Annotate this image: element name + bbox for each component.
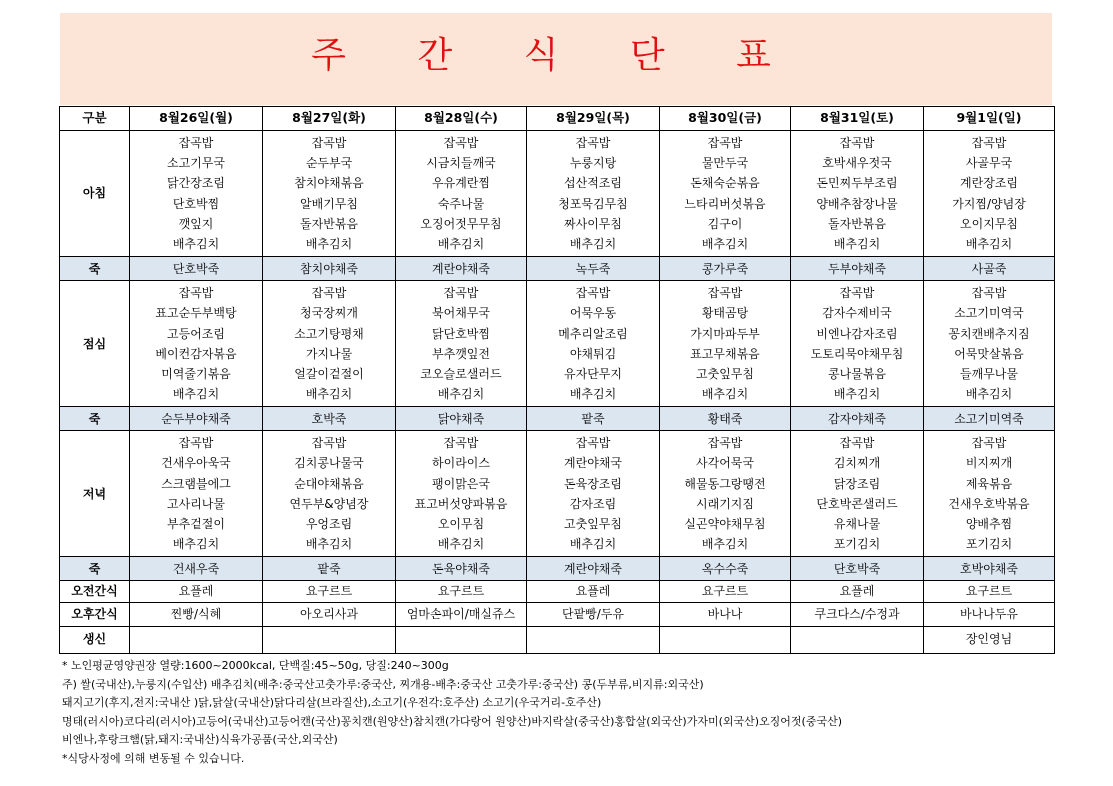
menu-item: 고등어조림: [167, 326, 225, 341]
menu-item: 청포묵김무침: [558, 196, 628, 211]
menu-item: 감자수제비국: [822, 306, 892, 321]
breakfast-day-cell: [263, 131, 396, 257]
menu-item: 오이지무침: [960, 216, 1018, 231]
birthday-label: 생신: [60, 626, 130, 653]
lunch-day-cell: [660, 281, 791, 407]
pm-snack-row: [60, 602, 1055, 626]
am-snack-row: [60, 581, 1055, 602]
menu-item: 잡곡밥: [575, 136, 611, 150]
menu-item: 표고무채볶음: [690, 346, 760, 361]
header-category: 구분: [60, 107, 130, 131]
menu-item: 알배기무침: [300, 196, 358, 211]
menu-item: 소고기무국: [167, 156, 225, 171]
porridge-cell: 순두부야채죽: [130, 407, 263, 431]
porridge-cell: 호박죽: [263, 407, 396, 431]
lunch-day-cell: [791, 281, 924, 407]
breakfast-day-cell: [660, 131, 791, 257]
header-day: 8월30일(금): [660, 107, 791, 131]
menu-item: 배추김치: [305, 236, 353, 251]
snack-cell: 바나나: [660, 602, 791, 626]
porridge-cell: 사골죽: [924, 257, 1055, 281]
menu-item: 김치콩나물국: [294, 456, 364, 471]
lunch-day-cell: [924, 281, 1055, 407]
menu-item: 잡곡밥: [971, 136, 1007, 150]
menu-item: 잡곡밥: [443, 286, 479, 301]
menu-item: 잡곡밥: [839, 286, 875, 301]
menu-item: 유채나물: [833, 517, 881, 531]
menu-item: 우엉조림: [305, 517, 353, 531]
menu-item: 포기김치: [965, 537, 1013, 552]
menu-item: 잡곡밥: [575, 436, 611, 451]
menu-item: 소고기미역국: [954, 306, 1024, 321]
menu-item: 청국장찌개: [300, 306, 358, 321]
weekly-menu-table: [59, 106, 1055, 654]
snack-cell: 찐빵/식혜: [130, 602, 263, 626]
header-day: 8월29일(목): [527, 107, 660, 131]
menu-item: 잡곡밥: [311, 436, 347, 451]
menu-item: 배추김치: [965, 236, 1013, 251]
menu-item: 시금치들깨국: [426, 156, 496, 171]
menu-item: 코오슬로샐러드: [420, 366, 502, 381]
menu-item: 해물동그랑땡전: [684, 476, 766, 491]
menu-item: 실곤약야채무침: [684, 517, 766, 531]
menu-item: 베이컨감자볶음: [155, 346, 237, 361]
snack-cell: 요플레: [130, 581, 263, 602]
menu-item: 배추김치: [701, 537, 749, 552]
snack-cell: 요구르트: [396, 581, 527, 602]
menu-item: 잡곡밥: [707, 436, 743, 451]
menu-item: 메추리알조림: [558, 326, 628, 341]
menu-item: 가지찜/양념장: [952, 196, 1026, 211]
porridge-cell: 감자야채죽: [791, 407, 924, 431]
pm-snack-label: 오후간식: [60, 602, 130, 626]
dinner-day-cell: [527, 431, 660, 557]
menu-item: 고춧잎무침: [564, 517, 622, 531]
lunch-row: [60, 281, 1055, 407]
header-row: [60, 107, 1055, 131]
menu-item: 배추김치: [172, 236, 220, 251]
porridge-cell: 두부야채죽: [791, 257, 924, 281]
dinner-row: [60, 431, 1055, 557]
menu-item: 잡곡밥: [707, 286, 743, 301]
page-title: 주 간 식 단 표: [311, 35, 801, 76]
dinner-day-cell: [924, 431, 1055, 557]
header-day: 8월28일(수): [396, 107, 527, 131]
porridge-cell: 소고기미역죽: [924, 407, 1055, 431]
menu-item: 어묵우동: [569, 306, 617, 321]
menu-item: 참치야채볶음: [294, 176, 364, 191]
lunch-day-cell: [130, 281, 263, 407]
birthday-cell: [396, 626, 527, 653]
dinner-day-cell: [130, 431, 263, 557]
menu-item: 배추김치: [437, 537, 485, 552]
menu-item: 감자조림: [569, 496, 617, 511]
menu-item: 배추김치: [965, 387, 1013, 402]
menu-item: 콩나물볶음: [828, 366, 886, 381]
origin-note: 명태(러시아)코다리(러시아)고등어(국내산)고등어캔(국산)꽁치캔(원양산)참치캔(가다랑어 원양산)바지락살(중국산)홍합살(외국산)가자미(외국산)오징어젓(중국산): [62, 714, 843, 728]
porridge-cell: 건새우죽: [130, 557, 263, 581]
breakfast-day-cell: [396, 131, 527, 257]
change-notice: *식당사정에 의해 변동될 수 있습니다.: [62, 751, 245, 765]
snack-cell: 쿠크다스/수정과: [791, 602, 924, 626]
menu-item: 우유계란찜: [432, 176, 490, 191]
menu-item: 표고순두부백탕: [155, 306, 237, 321]
menu-item: 순두부국: [305, 156, 353, 171]
menu-item: 표고버섯양파볶음: [414, 496, 508, 511]
menu-item: 잡곡밥: [839, 136, 875, 150]
menu-item: 잡곡밥: [443, 136, 479, 150]
breakfast-day-cell: [527, 131, 660, 257]
menu-item: 잡곡밥: [311, 136, 347, 150]
menu-item: 섭산적조림: [564, 176, 622, 191]
menu-item: 단호박콘샐러드: [816, 496, 898, 511]
menu-item: 고춧잎무침: [696, 366, 754, 381]
menu-item: 야채튀김: [569, 346, 617, 361]
menu-item: 오징어젓무무침: [420, 216, 502, 231]
menu-item: 황태곰탕: [701, 306, 749, 321]
breakfast-day-cell: [924, 131, 1055, 257]
porridge-cell: 옥수수죽: [660, 557, 791, 581]
menu-item: 포기김치: [833, 537, 881, 552]
porridge-cell: 닭야채죽: [396, 407, 527, 431]
porridge-cell: 단호박죽: [791, 557, 924, 581]
lunch-day-cell: [263, 281, 396, 407]
porridge-cell: 콩가루죽: [660, 257, 791, 281]
menu-item: 잡곡밥: [971, 436, 1007, 451]
origin-note: 돼지고기(후지,전지:국내산 )닭,닭살(국내산)닭다리살(브라질산),소고기(우전각:호주산) 소고기(우국거리-호주산): [62, 696, 602, 710]
menu-item: 배추김치: [569, 387, 617, 402]
menu-item: 잡곡밥: [839, 436, 875, 451]
birthday-cell: 장인영님: [924, 626, 1055, 653]
menu-item: 배추김치: [569, 537, 617, 552]
porridge-row: [60, 557, 1055, 581]
menu-item: 물만두국: [701, 156, 749, 171]
header-day: 8월27일(화): [263, 107, 396, 131]
menu-item: 가지마파두부: [690, 326, 760, 341]
birthday-row: [60, 626, 1055, 653]
lunch-day-cell: [396, 281, 527, 407]
menu-item: 김구이: [707, 216, 743, 231]
breakfast-day-cell: [791, 131, 924, 257]
menu-item: 깻잎지: [178, 216, 214, 231]
menu-item: 배추김치: [833, 387, 881, 402]
menu-item: 제육볶음: [965, 476, 1013, 491]
menu-item: 잡곡밥: [178, 436, 214, 451]
title-banner: [60, 13, 1052, 105]
menu-item: 시래기지짐: [696, 496, 754, 511]
lunch-label: 점심: [60, 281, 130, 407]
menu-item: 계란장조림: [960, 176, 1018, 191]
menu-item: 건새우아욱국: [161, 456, 231, 471]
porridge-cell: 계란야채죽: [527, 557, 660, 581]
porridge-cell: 팥죽: [263, 557, 396, 581]
menu-item: 배추김치: [305, 387, 353, 402]
breakfast-row: [60, 131, 1055, 257]
menu-item: 돌자반볶음: [300, 216, 358, 231]
menu-item: 오이무침: [437, 517, 485, 531]
menu-item: 유자단무지: [564, 366, 622, 381]
menu-item: 잡곡밥: [707, 136, 743, 150]
menu-item: 꽁치캔배추지짐: [948, 326, 1030, 341]
snack-cell: 요플레: [791, 581, 924, 602]
menu-item: 배추김치: [437, 236, 485, 251]
breakfast-label: 아침: [60, 131, 130, 257]
menu-item: 느타리버섯볶음: [684, 196, 766, 211]
porridge-cell: 녹두죽: [527, 257, 660, 281]
menu-item: 사각어묵국: [696, 456, 754, 471]
lunch-day-cell: [527, 281, 660, 407]
porridge-cell: 참치야채죽: [263, 257, 396, 281]
menu-item: 비엔나감자조림: [816, 326, 898, 341]
menu-item: 배추김치: [172, 387, 220, 402]
nutrition-note: * 노인평균영양권장 열량:1600~2000kcal, 단백질:45~50g, 당질:240~300g: [62, 659, 449, 672]
menu-item: 하이라이스: [432, 456, 490, 471]
dinner-day-cell: [660, 431, 791, 557]
menu-item: 잡곡밥: [575, 286, 611, 301]
birthday-cell: [527, 626, 660, 653]
menu-item: 누룽지탕: [569, 156, 617, 171]
origin-note: 비엔나,후랑크햄(닭,돼지:국내산)식육가공품(국산,외국산): [62, 733, 338, 747]
menu-item: 비지찌개: [965, 456, 1013, 471]
menu-item: 잡곡밥: [971, 286, 1007, 301]
menu-item: 소고기탕평채: [294, 326, 364, 341]
header-day: 9월1일(일): [924, 107, 1055, 131]
menu-item: 잡곡밥: [178, 136, 214, 150]
menu-item: 순대야채볶음: [294, 476, 364, 491]
porridge-cell: 황태죽: [660, 407, 791, 431]
porridge-row: [60, 407, 1055, 431]
menu-item: 배추김치: [305, 537, 353, 552]
menu-item: 북어채무국: [432, 306, 490, 321]
menu-item: 닭간장조림: [167, 176, 225, 191]
menu-item: 숙주나물: [437, 196, 485, 211]
menu-item: 잡곡밥: [443, 436, 479, 451]
porridge-cell: 돈육야채죽: [396, 557, 527, 581]
dinner-day-cell: [396, 431, 527, 557]
menu-item: 배추김치: [569, 236, 617, 251]
porridge-cell: 팥죽: [527, 407, 660, 431]
porridge-label: 죽: [60, 407, 130, 431]
menu-item: 미역줄기볶음: [161, 366, 231, 381]
menu-item: 고사리나물: [167, 496, 225, 511]
menu-item: 연두부&양념장: [289, 496, 369, 511]
porridge-cell: 계란야채죽: [396, 257, 527, 281]
dinner-day-cell: [263, 431, 396, 557]
menu-item: 어묵맛살볶음: [954, 346, 1024, 361]
menu-item: 팽이맑은국: [432, 476, 490, 491]
porridge-row: [60, 257, 1055, 281]
menu-item: 배추김치: [172, 537, 220, 552]
menu-item: 김치찌개: [833, 456, 881, 471]
menu-item: 배추김치: [701, 236, 749, 251]
porridge-label: 죽: [60, 257, 130, 281]
header-day: 8월31일(토): [791, 107, 924, 131]
breakfast-day-cell: [130, 131, 263, 257]
footnotes: [62, 657, 842, 769]
porridge-label: 죽: [60, 557, 130, 581]
menu-item: 계란야채국: [564, 456, 622, 471]
menu-item: 건새우호박볶음: [948, 496, 1030, 511]
menu-item: 돌자반볶음: [828, 216, 886, 231]
menu-item: 잡곡밥: [311, 286, 347, 301]
menu-item: 부추겉절이: [167, 517, 225, 531]
snack-cell: 요구르트: [924, 581, 1055, 602]
menu-item: 배추김치: [437, 387, 485, 402]
porridge-cell: 호박야채죽: [924, 557, 1055, 581]
birthday-cell: [263, 626, 396, 653]
menu-item: 배추김치: [701, 387, 749, 402]
menu-item: 들깨무나물: [960, 366, 1018, 381]
snack-cell: 바나나두유: [924, 602, 1055, 626]
menu-item: 돈채숙순볶음: [690, 176, 760, 191]
dinner-day-cell: [791, 431, 924, 557]
menu-item: 양배추찜: [965, 517, 1013, 531]
snack-cell: 요플레: [527, 581, 660, 602]
header-day: 8월26일(월): [130, 107, 263, 131]
dinner-label: 저녁: [60, 431, 130, 557]
snack-cell: 요구르트: [263, 581, 396, 602]
menu-item: 돈민찌두부조림: [816, 176, 898, 191]
menu-item: 배추김치: [833, 236, 881, 251]
menu-item: 가지나물: [305, 346, 353, 361]
menu-item: 잡곡밥: [178, 286, 214, 301]
snack-cell: 단팥빵/두유: [527, 602, 660, 626]
am-snack-label: 오전간식: [60, 581, 130, 602]
snack-cell: 엄마손파이/매실쥬스: [396, 602, 527, 626]
snack-cell: 요구르트: [660, 581, 791, 602]
origin-note: 주) 쌀(국내산),누룽지(수입산) 배추김치(배추:중국산고춧가루:중국산, 찌개용-배추:중국산 고춧가루:중국산) 콩(두부류,비지류:외국산): [62, 677, 704, 691]
menu-item: 얼갈이겉절이: [294, 366, 364, 381]
menu-item: 사골무국: [965, 156, 1013, 171]
menu-item: 짜사이무침: [564, 216, 622, 231]
menu-item: 부추깻잎전: [432, 346, 490, 361]
menu-item: 스크램블에그: [161, 476, 231, 491]
birthday-cell: [130, 626, 263, 653]
menu-item: 단호박찜: [172, 196, 220, 211]
menu-item: 호박새우젓국: [822, 156, 892, 171]
birthday-cell: [791, 626, 924, 653]
menu-item: 양배추참장나물: [816, 196, 898, 211]
menu-item: 닭장조림: [833, 476, 881, 491]
porridge-cell: 단호박죽: [130, 257, 263, 281]
menu-item: 돈육장조림: [564, 476, 622, 491]
snack-cell: 아오리사과: [263, 602, 396, 626]
menu-item: 도토리묵야채무침: [810, 346, 904, 361]
birthday-cell: [660, 626, 791, 653]
menu-item: 닭단호박찜: [432, 326, 490, 341]
